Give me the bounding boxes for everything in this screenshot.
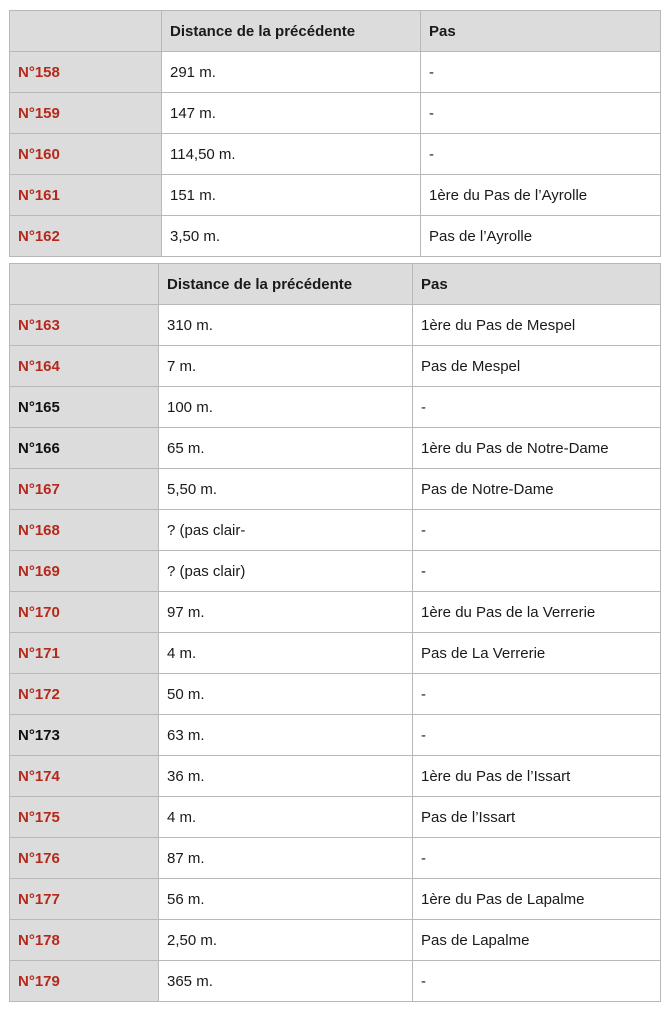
row-pas: Pas de Mespel <box>413 346 661 387</box>
row-number: N°168 <box>10 510 159 551</box>
row-distance: ? (pas clair- <box>159 510 413 551</box>
row-pas: - <box>413 510 661 551</box>
row-distance: 65 m. <box>159 428 413 469</box>
header-pas: Pas <box>413 264 661 305</box>
row-distance: 7 m. <box>159 346 413 387</box>
table-row <box>10 756 661 797</box>
header-pas: Pas <box>421 11 661 52</box>
row-number: N°172 <box>10 674 159 715</box>
table-row <box>10 797 661 838</box>
row-number: N°177 <box>10 879 159 920</box>
row-number: N°161 <box>10 175 162 216</box>
row-pas: - <box>421 134 661 175</box>
row-pas: Pas de l’Issart <box>413 797 661 838</box>
row-pas: - <box>421 93 661 134</box>
row-number: N°176 <box>10 838 159 879</box>
table-row <box>10 551 661 592</box>
distance-table-1 <box>9 10 661 257</box>
row-distance: 310 m. <box>159 305 413 346</box>
row-number: N°158 <box>10 52 162 93</box>
row-pas: Pas de Lapalme <box>413 920 661 961</box>
row-number: N°173 <box>10 715 159 756</box>
header-distance: Distance de la précédente <box>159 264 413 305</box>
row-distance: 87 m. <box>159 838 413 879</box>
row-pas: - <box>413 551 661 592</box>
row-distance: 56 m. <box>159 879 413 920</box>
header-row <box>10 11 661 52</box>
row-pas: Pas de La Verrerie <box>413 633 661 674</box>
row-distance: 4 m. <box>159 797 413 838</box>
row-pas: 1ère du Pas de Notre-Dame <box>413 428 661 469</box>
row-pas: 1ère du Pas de Mespel <box>413 305 661 346</box>
table-row <box>10 715 661 756</box>
row-distance: 291 m. <box>162 52 421 93</box>
row-number: N°169 <box>10 551 159 592</box>
row-distance: 4 m. <box>159 633 413 674</box>
table-row <box>10 674 661 715</box>
table-row <box>10 920 661 961</box>
row-pas: Pas de l’Ayrolle <box>421 216 661 257</box>
row-pas: 1ère du Pas de Lapalme <box>413 879 661 920</box>
row-distance: 151 m. <box>162 175 421 216</box>
table-row <box>10 428 661 469</box>
table-row <box>10 592 661 633</box>
table-row <box>10 93 661 134</box>
row-pas: 1ère du Pas de l’Ayrolle <box>421 175 661 216</box>
header-row <box>10 264 661 305</box>
table-row <box>10 387 661 428</box>
table-row <box>10 216 661 257</box>
table-row <box>10 346 661 387</box>
row-distance: 100 m. <box>159 387 413 428</box>
row-number: N°166 <box>10 428 159 469</box>
row-number: N°162 <box>10 216 162 257</box>
row-distance: 114,50 m. <box>162 134 421 175</box>
row-number: N°159 <box>10 93 162 134</box>
row-distance: 63 m. <box>159 715 413 756</box>
row-distance: 36 m. <box>159 756 413 797</box>
row-pas: - <box>413 387 661 428</box>
table-row <box>10 175 661 216</box>
row-number: N°160 <box>10 134 162 175</box>
table-row <box>10 134 661 175</box>
row-pas: Pas de Notre-Dame <box>413 469 661 510</box>
row-distance: 2,50 m. <box>159 920 413 961</box>
row-distance: 5,50 m. <box>159 469 413 510</box>
table-row <box>10 305 661 346</box>
row-number: N°178 <box>10 920 159 961</box>
row-number: N°175 <box>10 797 159 838</box>
row-number: N°163 <box>10 305 159 346</box>
row-pas: 1ère du Pas de la Verrerie <box>413 592 661 633</box>
row-number: N°170 <box>10 592 159 633</box>
row-distance: 3,50 m. <box>162 216 421 257</box>
table-row <box>10 52 661 93</box>
table-row <box>10 510 661 551</box>
distance-table-2 <box>9 263 661 1002</box>
header-distance: Distance de la précédente <box>162 11 421 52</box>
table-row <box>10 633 661 674</box>
row-pas: - <box>413 961 661 1002</box>
row-number: N°174 <box>10 756 159 797</box>
row-pas: - <box>413 715 661 756</box>
row-distance: 365 m. <box>159 961 413 1002</box>
row-pas: - <box>413 674 661 715</box>
header-number <box>10 11 162 52</box>
table-row <box>10 469 661 510</box>
row-distance: ? (pas clair) <box>159 551 413 592</box>
row-number: N°171 <box>10 633 159 674</box>
row-pas: - <box>413 838 661 879</box>
header-number <box>10 264 159 305</box>
row-pas: 1ère du Pas de l’Issart <box>413 756 661 797</box>
row-distance: 97 m. <box>159 592 413 633</box>
row-number: N°167 <box>10 469 159 510</box>
row-distance: 50 m. <box>159 674 413 715</box>
row-number: N°165 <box>10 387 159 428</box>
table-row <box>10 879 661 920</box>
row-number: N°164 <box>10 346 159 387</box>
table-row <box>10 838 661 879</box>
row-pas: - <box>421 52 661 93</box>
row-distance: 147 m. <box>162 93 421 134</box>
row-number: N°179 <box>10 961 159 1002</box>
table-row <box>10 961 661 1002</box>
